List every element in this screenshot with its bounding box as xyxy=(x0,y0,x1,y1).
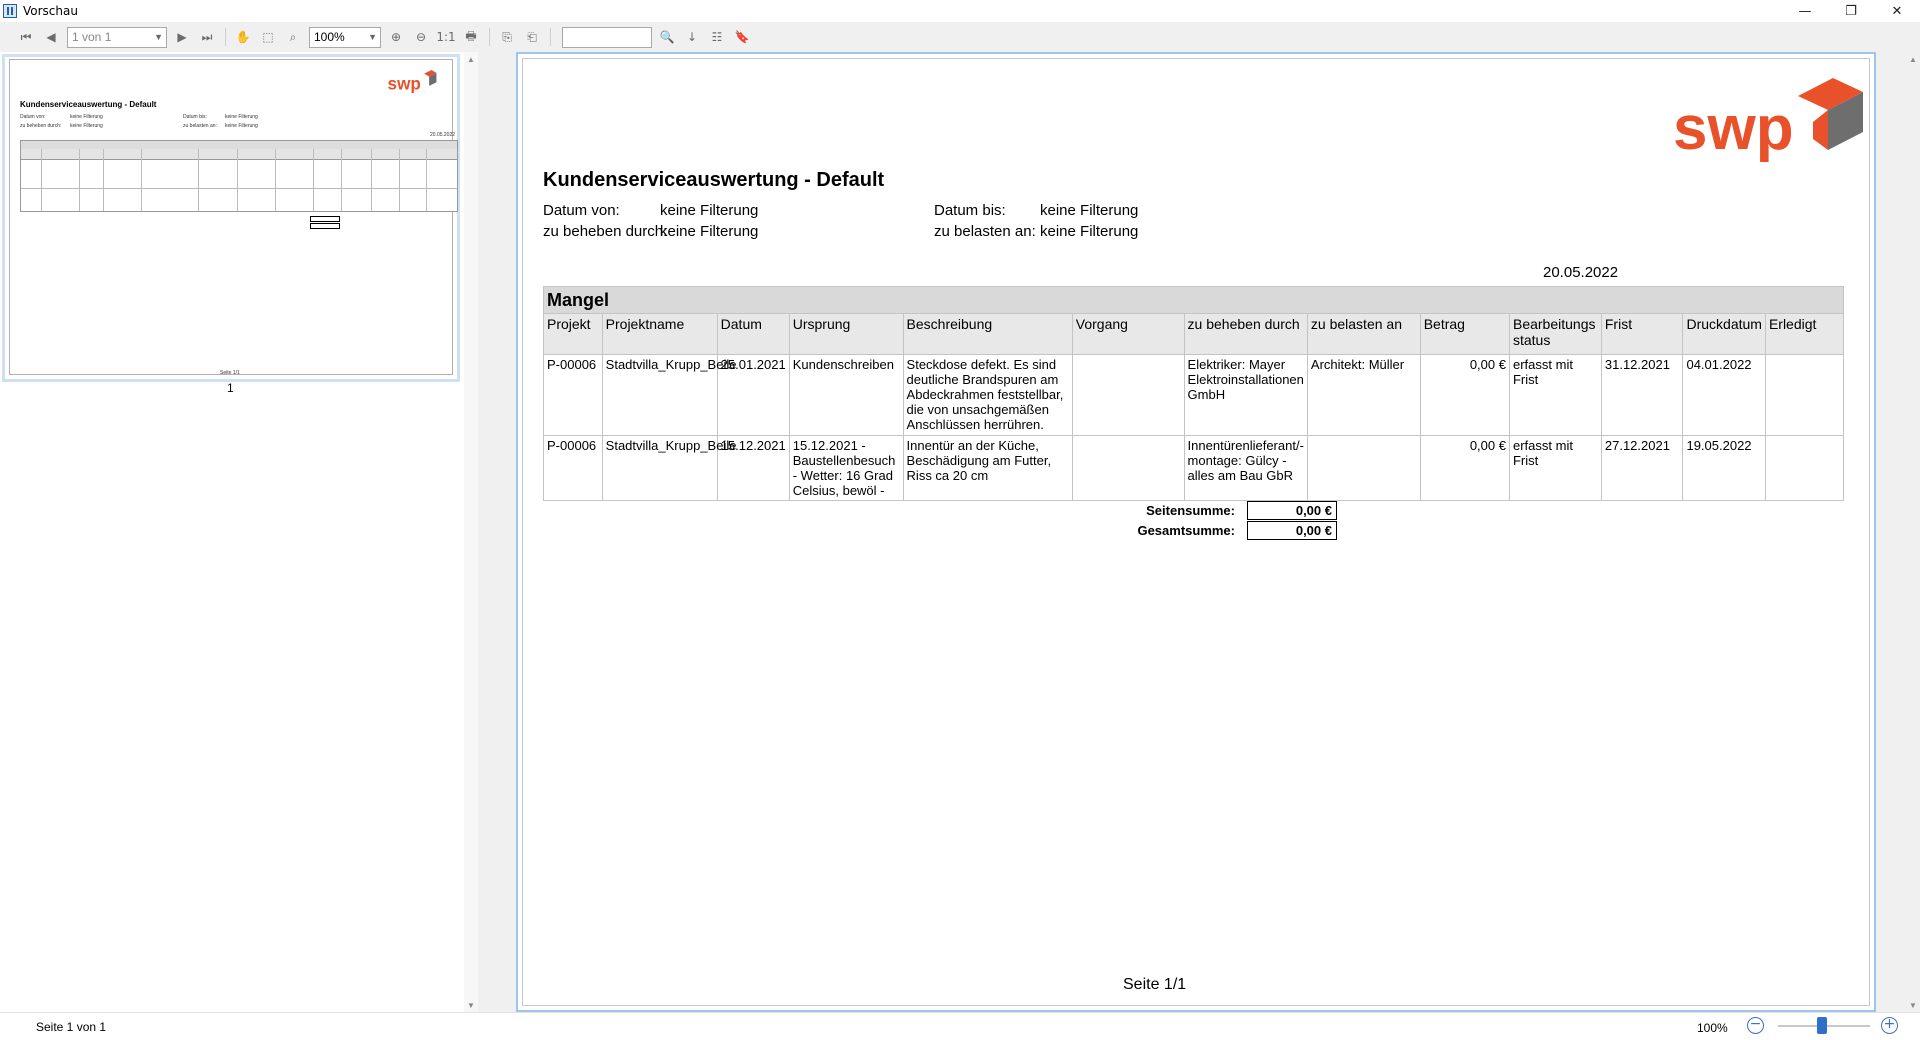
scroll-up-icon[interactable]: ▲ xyxy=(467,54,475,64)
thumbnail-footer: Seite 1/1 xyxy=(220,370,240,376)
window-title: Vorschau xyxy=(23,4,78,18)
app-icon xyxy=(3,4,17,18)
hand-tool-icon[interactable]: ✋ xyxy=(235,30,251,44)
thumb-total-sum-box xyxy=(310,223,340,229)
cell-beschreibung: Innentür an der Küche, Beschädigung am Futter, Riss ca 20 cm xyxy=(903,436,1072,501)
next-page-icon[interactable]: ▶ xyxy=(177,30,187,44)
filter-date-from-value: keine Filterung xyxy=(660,202,759,219)
page-sum-value: 0,00 € xyxy=(1247,501,1337,520)
bookmark-icon[interactable]: 🔖 xyxy=(734,30,750,44)
thumb-filter-charge-value: keine Filterung xyxy=(225,123,258,129)
preview-scrollbar[interactable] xyxy=(1906,52,1920,1012)
cell-betrag: 0,00 € xyxy=(1420,436,1509,501)
thumb-filter-fix: zu beheben durch: xyxy=(20,123,62,129)
restore-button[interactable]: ❐ xyxy=(1845,3,1857,19)
close-button[interactable]: ✕ xyxy=(1891,3,1903,19)
cell-projektname-text: Stadtvilla_Krupp_Beile xyxy=(605,438,737,453)
select-tool-icon[interactable]: ⬚ xyxy=(262,30,274,44)
panel-splitter[interactable] xyxy=(478,52,486,1012)
thumbnail-table xyxy=(20,140,458,212)
toolbar xyxy=(0,22,1920,52)
thumb-filter-from: Datum von: xyxy=(20,114,46,120)
title-bar xyxy=(0,0,1920,22)
previous-page-icon[interactable]: ◀ xyxy=(46,30,56,44)
report-page xyxy=(522,58,1870,1006)
column-header: zu belasten an xyxy=(1307,314,1420,355)
status-bar xyxy=(0,1012,1920,1040)
thumb-col xyxy=(41,149,42,211)
column-header: Frist xyxy=(1601,314,1683,355)
toolbar-separator xyxy=(225,28,226,46)
thumb-filter-to: Datum bis: xyxy=(183,114,207,120)
cell-projektname xyxy=(602,355,737,436)
cell-projektname xyxy=(602,436,737,501)
thumb-col xyxy=(198,149,199,211)
page-setup-icon[interactable]: 🖶 xyxy=(465,28,477,43)
cell-status: erfasst mit Frist xyxy=(1509,355,1601,436)
cell-projekt: P-00006 xyxy=(544,436,603,501)
thumbnail-scrollbar[interactable] xyxy=(464,52,478,1012)
column-header: zu beheben durch xyxy=(1184,314,1307,355)
column-header-row xyxy=(544,314,1844,355)
page-frame xyxy=(516,52,1876,1012)
scroll-down-icon[interactable]: ▼ xyxy=(467,1000,475,1010)
cell-datum: 25.01.2021 xyxy=(717,355,789,436)
actual-size-icon[interactable]: 1:1 xyxy=(436,30,456,44)
table-row xyxy=(544,436,1844,501)
filter-fix-by-label: zu beheben durch: xyxy=(543,223,668,240)
filter-charge-to-value: keine Filterung xyxy=(1040,223,1139,240)
column-header: Projekt xyxy=(544,314,603,355)
logo-cube-front xyxy=(1813,110,1828,150)
thumb-filter-from-value: keine Filterung xyxy=(70,114,103,120)
column-header: Datum xyxy=(717,314,789,355)
toolbar-separator xyxy=(550,28,551,46)
find-icon[interactable]: 🔍 xyxy=(659,30,675,44)
export-pdf-icon[interactable]: ⎗ xyxy=(527,29,537,44)
cell-datum: 15.12.2021 xyxy=(717,436,789,501)
column-header: Projektname xyxy=(602,314,717,355)
thumbnail-page xyxy=(9,59,456,376)
zoom-area-icon[interactable]: ⌕ xyxy=(289,29,297,44)
page-footer: Seite 1/1 xyxy=(1123,976,1187,993)
cell-zu-beheben xyxy=(1184,436,1307,501)
column-header: Ursprung xyxy=(789,314,903,355)
page-selector[interactable] xyxy=(67,27,167,48)
find-next-icon[interactable]: ↓ xyxy=(686,30,698,44)
thumb-col xyxy=(141,149,142,211)
cell-ursprung: Kundenschreiben xyxy=(789,355,903,436)
zoom-in-icon[interactable]: ⊕ xyxy=(390,30,402,44)
cell-projekt: P-00006 xyxy=(544,355,603,436)
cell-zu-beheben-text: Innentürenlieferant/-montage: Gülcy - alles am Bau GbR xyxy=(1187,438,1304,483)
last-page-icon[interactable]: ⏭ xyxy=(201,29,213,44)
group-title: Mangel xyxy=(544,287,1844,314)
column-header: Erledigt xyxy=(1765,314,1843,355)
chevron-down-icon: ▼ xyxy=(154,32,163,42)
cell-beschreibung: Steckdose defekt. Es sind deutliche Brandspuren am Abdeckrahmen feststellbar, die von unsachgemäßen Anschlüssen herrühren. xyxy=(903,355,1072,436)
cell-vorgang xyxy=(1072,436,1184,501)
export-icon[interactable]: ⎘ xyxy=(502,29,512,44)
table-row xyxy=(544,355,1844,436)
thumb-row-separator xyxy=(21,188,457,189)
cell-ursprung: 15.12.2021 - Baustellenbesuch - Wetter: 16 Grad Celsius, bewöl - xyxy=(789,436,903,501)
zoom-out-button[interactable]: − xyxy=(1747,1017,1764,1034)
thumb-col xyxy=(313,149,314,211)
thumb-table-header xyxy=(21,149,457,160)
filter-date-from-label: Datum von: xyxy=(543,202,620,219)
column-header: Betrag xyxy=(1420,314,1509,355)
cell-zu-belasten xyxy=(1307,436,1420,501)
thumb-col xyxy=(79,149,80,211)
cell-projektname-text: Stadtvilla_Krupp_Beile xyxy=(605,357,737,372)
cell-vorgang xyxy=(1072,355,1184,436)
thumbnails-icon[interactable]: ☷ xyxy=(711,30,723,44)
toolbar-separator xyxy=(489,28,490,46)
preview-area xyxy=(486,52,1906,1012)
thumb-filter-fix-value: keine Filterung xyxy=(70,123,103,129)
thumb-filter-to-value: keine Filterung xyxy=(225,114,258,120)
cell-druckdatum: 19.05.2022 xyxy=(1683,436,1765,501)
swp-logo-thumbnail xyxy=(382,70,442,92)
thumb-col xyxy=(371,149,372,211)
window-controls xyxy=(1782,0,1920,22)
cell-frist: 27.12.2021 xyxy=(1601,436,1683,501)
zoom-in-button[interactable]: + xyxy=(1881,1017,1898,1034)
filter-charge-to-label: zu belasten an: xyxy=(934,223,1036,240)
filter-date-to-label: Datum bis: xyxy=(934,202,1006,219)
logo-text: swp xyxy=(1673,94,1794,163)
minimize-button[interactable]: — xyxy=(1798,3,1812,19)
cell-erledigt xyxy=(1765,436,1843,501)
column-header: Beschreibung xyxy=(903,314,1072,355)
chevron-down-icon: ▼ xyxy=(368,32,377,42)
swp-logo xyxy=(1673,74,1873,164)
zoom-out-icon[interactable]: ⊖ xyxy=(415,30,427,44)
group-header-row xyxy=(544,287,1844,314)
thumb-col xyxy=(341,149,342,211)
filter-fix-by-value: keine Filterung xyxy=(660,223,759,240)
scroll-down-icon[interactable]: ▼ xyxy=(1909,1000,1917,1010)
thumbnail-page-number: 1 xyxy=(227,381,234,395)
thumb-filter-charge: zu belasten an: xyxy=(183,123,217,129)
cell-betrag: 0,00 € xyxy=(1420,355,1509,436)
cell-status: erfasst mit Frist xyxy=(1509,436,1601,501)
zoom-selector-value: 100% xyxy=(314,30,345,44)
first-page-icon[interactable]: ⏮ xyxy=(20,29,32,44)
thumb-col xyxy=(426,149,427,211)
thumb-col xyxy=(399,149,400,211)
page-thumbnail[interactable] xyxy=(2,54,460,382)
cell-druckdatum: 04.01.2022 xyxy=(1683,355,1765,436)
zoom-slider-thumb[interactable] xyxy=(1817,1017,1827,1034)
thumbnail-title: Kundenserviceauswertung - Default xyxy=(20,100,157,109)
report-date: 20.05.2022 xyxy=(1543,264,1619,281)
cell-zu-belasten: Architekt: Müller xyxy=(1307,355,1420,436)
thumb-col xyxy=(275,149,276,211)
filter-date-to-value: keine Filterung xyxy=(1040,202,1139,219)
thumb-col xyxy=(103,149,104,211)
thumb-col xyxy=(237,149,238,211)
page-status: Seite 1 von 1 xyxy=(36,1020,107,1034)
zoom-selector[interactable] xyxy=(309,27,381,48)
total-sum-value: 0,00 € xyxy=(1247,521,1337,540)
cell-frist: 31.12.2021 xyxy=(1601,355,1683,436)
thumbnail-panel xyxy=(0,52,478,1012)
logo-text: swp xyxy=(387,74,421,94)
thumb-page-sum-box xyxy=(310,216,340,222)
column-header: Druckdatum xyxy=(1683,314,1765,355)
thumb-date: 20.05.2022 xyxy=(430,132,456,138)
total-sum-label: Gesamtsumme: xyxy=(1137,523,1235,538)
defects-table xyxy=(543,286,1844,501)
zoom-percentage: 100% xyxy=(1697,1021,1728,1035)
cell-zu-beheben: Elektriker: Mayer Elektroinstallationen GmbH xyxy=(1184,355,1307,436)
column-header: Vorgang xyxy=(1072,314,1184,355)
page-selector-value: 1 von 1 xyxy=(72,30,112,44)
search-input[interactable] xyxy=(562,27,652,48)
page-sum-label: Seitensumme: xyxy=(1146,503,1235,518)
cell-erledigt xyxy=(1765,355,1843,436)
column-header: Bearbeitungs status xyxy=(1509,314,1601,355)
report-title: Kundenserviceauswertung - Default xyxy=(543,169,885,191)
scroll-up-icon[interactable]: ▲ xyxy=(1909,54,1917,64)
